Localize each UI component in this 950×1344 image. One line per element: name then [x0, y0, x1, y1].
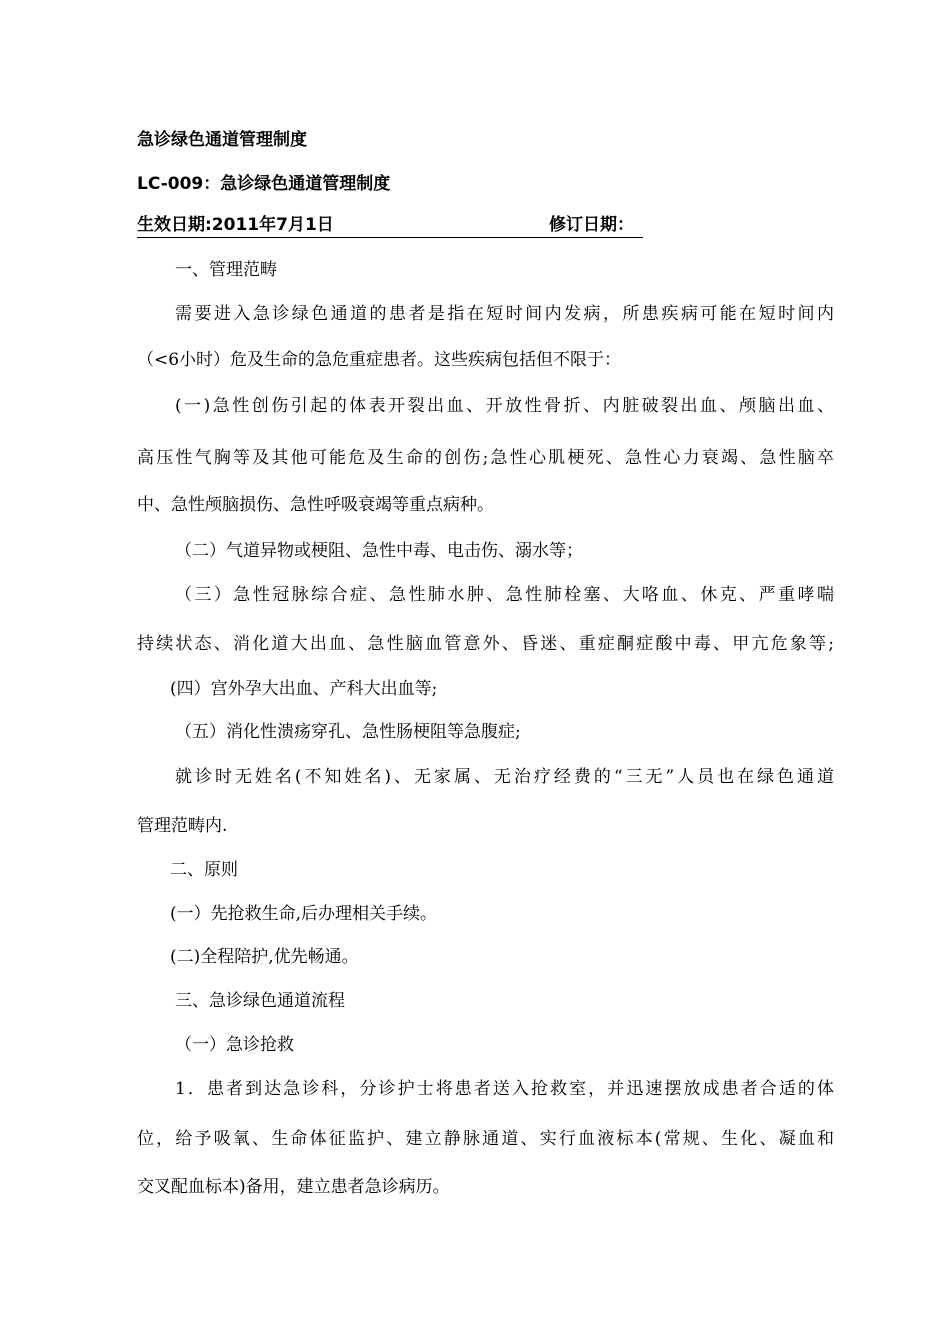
- paragraph-line: 持续状态、消化道大出血、急性脑血管意外、昏迷、重症酮症酸中毒、甲亢危象等;: [137, 634, 834, 654]
- date-line: [137, 215, 643, 238]
- paragraph-line: （三）急性冠脉综合症、急性肺水肿、急性肺栓塞、大咯血、休克、严重哮喘: [175, 585, 834, 605]
- paragraph-line: 需要进入急诊绿色通道的患者是指在短时间内发病，所患疾病可能在短时间内: [175, 304, 834, 324]
- paragraph-line: (四）宫外孕大出血、产科大出血等;: [170, 679, 438, 699]
- paragraph-line: 中、急性颅脑损伤、急性呼吸衰竭等重点病种。: [137, 495, 494, 515]
- paragraph-line: 交叉配血标本)备用，建立患者急诊病历。: [137, 1177, 450, 1197]
- document-title: 急诊绿色通道管理制度: [137, 130, 307, 150]
- paragraph-line: (二)全程陪护,优先畅通。: [170, 947, 359, 967]
- paragraph-line: 管理范畴内.: [137, 816, 228, 836]
- paragraph-line: (一)急性创伤引起的体表开裂出血、开放性骨折、内脏破裂出血、颅脑出血、: [175, 396, 834, 416]
- paragraph-line: 1．患者到达急诊科，分诊护士将患者送入抢救室，并迅速摆放成患者合适的体: [175, 1079, 834, 1099]
- section-heading-principles: 二、原则: [170, 860, 238, 880]
- subsection-heading-rescue: （一）急诊抢救: [175, 1035, 294, 1055]
- revision-date: 修订日期：: [549, 215, 634, 235]
- paragraph-line: （<6小时）危及生命的急危重症患者。这些疾病包括但不限于：: [137, 350, 622, 370]
- paragraph-line: （五）消化性溃疡穿孔、急性肠梗阻等急腹症;: [175, 722, 521, 742]
- effective-date: 生效日期:2011年7月1日: [137, 215, 334, 235]
- section-heading-scope: 一、管理范畴: [175, 260, 277, 280]
- section-heading-process: 三、急诊绿色通道流程: [175, 991, 345, 1011]
- paragraph-line: (一）先抢救生命,后办理相关手续。: [170, 904, 438, 924]
- paragraph-line: 高压性气胸等及其他可能危及生命的创伤;急性心肌梗死、急性心力衰竭、急性脑卒: [137, 448, 834, 468]
- paragraph-line: 就诊时无姓名(不知姓名)、无家属、无治疗经费的“三无”人员也在绿色通道: [175, 767, 834, 787]
- paragraph-line: （二）气道异物或梗阻、急性中毒、电击伤、溺水等；: [175, 541, 583, 561]
- document-code-title: LC-009：急诊绿色通道管理制度: [137, 174, 391, 194]
- paragraph-line: 位，给予吸氧、生命体征监护、建立静脉通道、实行血液标本(常规、生化、凝血和: [137, 1129, 834, 1149]
